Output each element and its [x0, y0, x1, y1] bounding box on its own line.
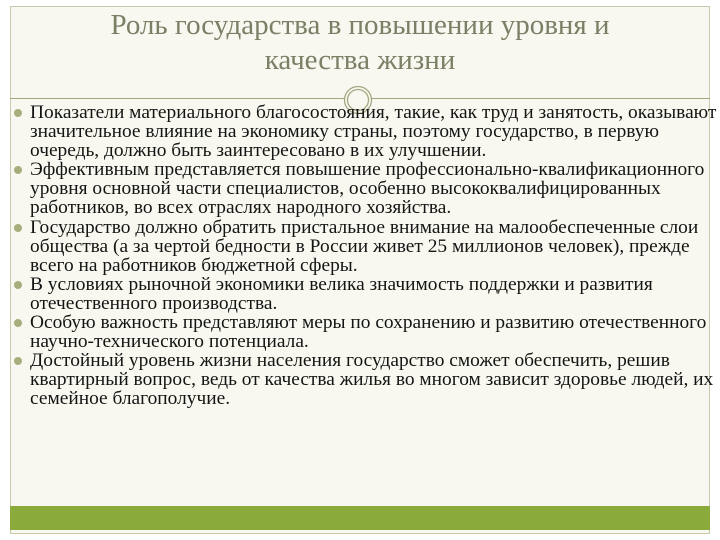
bottom-accent-bar [10, 506, 710, 530]
bullet-item-2 [12, 160, 718, 217]
slide-title-line-2: качества жизни [264, 44, 456, 76]
round-bullet-icon [14, 319, 22, 327]
slide-title [10, 8, 710, 78]
slide-title-line-1: Роль государства в повышении уровня и [110, 9, 610, 41]
round-bullet-icon [14, 109, 22, 117]
round-bullet-icon [14, 281, 22, 289]
bullet-text-6: Достойный уровень жизни населения государство сможет обеспечить, решив квартирный вопрос, ведь от качества жилья во многом зависит здоровье людей, их семейное благополучие. [30, 350, 714, 410]
round-bullet-icon [14, 224, 22, 232]
round-bullet-icon [14, 357, 22, 365]
bullet-item-1 [12, 103, 718, 160]
bullet-text-3: Государство должно обратить пристальное внимание на малообеспеченные слои общества (а за чертой бедности в России живет 25 миллионов человек), прежде всего на работников бюджетной сферы. [30, 216, 699, 276]
bullet-item-6 [12, 351, 718, 408]
bullet-item-4 [12, 275, 718, 313]
bullet-text-1: Показатели материального благосостояния, такие, как труд и занятость, оказывают значительное влияние на экономику страны, поэтому государство, в первую очередь, должно быть заинтересовано в их улучшении. [30, 102, 717, 162]
round-bullet-icon [14, 166, 22, 174]
bullet-list [12, 103, 718, 409]
bullet-text-5: Особую важность представляют меры по сохранению и развитию отечественного научно-технического потенциала. [30, 312, 707, 353]
bullet-text-4: В условиях рыночной экономики велика значимость поддержки и развития отечественного производства. [30, 273, 653, 314]
bullet-text-2: Эффективным представляется повышение профессионально-квалификационного уровня основной части специалистов, особенно высококвалифицированных работников, во всех отраслях народного хозяйства. [30, 159, 705, 219]
bullet-item-3 [12, 218, 718, 275]
bullet-item-5 [12, 313, 718, 351]
